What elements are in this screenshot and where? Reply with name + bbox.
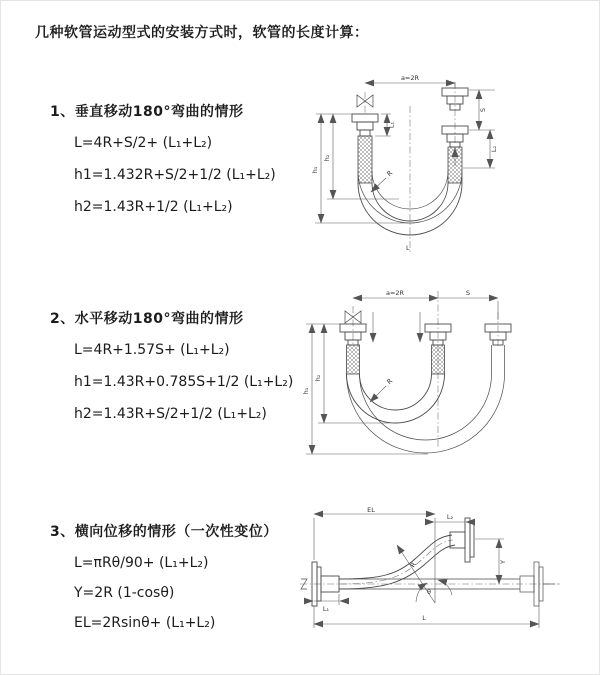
dimension-l1 <box>305 594 348 613</box>
radius-label: R <box>385 169 395 179</box>
formula-h1: h1=1.432R+S/2+1/2 (L₁+L₂) <box>74 167 276 183</box>
section-2 <box>50 308 293 423</box>
length-label: L <box>422 614 426 622</box>
formula-Y: Y=2R (1-cosθ) <box>74 585 175 601</box>
dimension-l2 <box>426 513 474 522</box>
formula-L: L=4R+1.57S+ (L₁+L₂) <box>74 342 230 358</box>
radius-label: R <box>408 560 418 569</box>
formula-h2: h2=1.43R+1/2 (L₁+L₂) <box>74 199 233 215</box>
dimension-span-s <box>353 289 498 320</box>
h1-label: h₁ <box>302 387 310 395</box>
y-label: Y <box>499 560 507 564</box>
upper-flange-fitting <box>450 518 474 562</box>
braided-hose-section <box>432 345 445 374</box>
left-flange-fitting <box>352 114 378 183</box>
h2-label: h₂ <box>323 154 331 162</box>
l1-label: L₁ <box>322 605 330 613</box>
length-label: L <box>406 244 410 252</box>
hose-u-bends <box>347 374 505 453</box>
section-1 <box>50 101 276 216</box>
centerlines <box>353 291 498 448</box>
span-label: a=2R <box>400 74 420 82</box>
span-label: a=2R <box>385 289 405 297</box>
s-label: S <box>479 107 487 113</box>
centerlines <box>365 82 455 252</box>
hose-s-curve <box>339 535 455 589</box>
flange-fittings <box>340 324 511 374</box>
dimension-h1-h2 <box>302 324 428 454</box>
formula-h2: h2=1.43R+S/2+1/2 (L₁+L₂) <box>74 406 267 422</box>
theta-label: θ <box>427 588 431 596</box>
angle-theta <box>416 580 452 602</box>
section-3 <box>50 521 278 632</box>
el-label: EL <box>367 506 375 514</box>
braided-hose-section <box>347 345 360 374</box>
dimension-el <box>314 506 435 603</box>
dimension-l <box>314 606 539 628</box>
radius-callout <box>370 377 394 402</box>
dimension-y <box>475 539 507 584</box>
diagram-lateral-displacement <box>298 506 583 651</box>
h2-label: h₂ <box>314 374 322 382</box>
section-1-heading: 1、垂直移动180°弯曲的情形 <box>50 104 244 120</box>
formula-EL: EL=2Rsinθ+ (L₁+L₂) <box>74 615 216 631</box>
page-title: 几种软管运动型式的安装方式时，软管的长度计算： <box>35 25 369 41</box>
section-2-heading: 2、水平移动180°弯曲的情形 <box>50 311 244 327</box>
diagram-horizontal-180-bend <box>298 286 538 461</box>
formula-h1: h1=1.43R+0.785S+1/2 (L₁+L₂) <box>74 374 294 390</box>
l2-label: L₂ <box>446 513 454 521</box>
formula-L: L=4R+S/2+ (L₁+L₂) <box>74 135 213 151</box>
formula-L: L=πRθ/90+ (L₁+L₂) <box>74 555 209 571</box>
diagram-vertical-180-bend <box>303 68 528 258</box>
movement-arrows <box>373 312 420 342</box>
h1-label: h₁ <box>311 166 319 174</box>
braided-hose-section <box>358 136 372 183</box>
s-label: S <box>465 289 471 297</box>
radius-label: R <box>385 377 395 387</box>
dimension-span <box>365 74 455 87</box>
l1-label: L₁ <box>387 121 396 129</box>
section-3-heading: 3、横向位移的情形（一次性变位） <box>50 524 278 540</box>
radius-callout <box>371 169 394 192</box>
l2-label: L₂ <box>490 145 498 153</box>
